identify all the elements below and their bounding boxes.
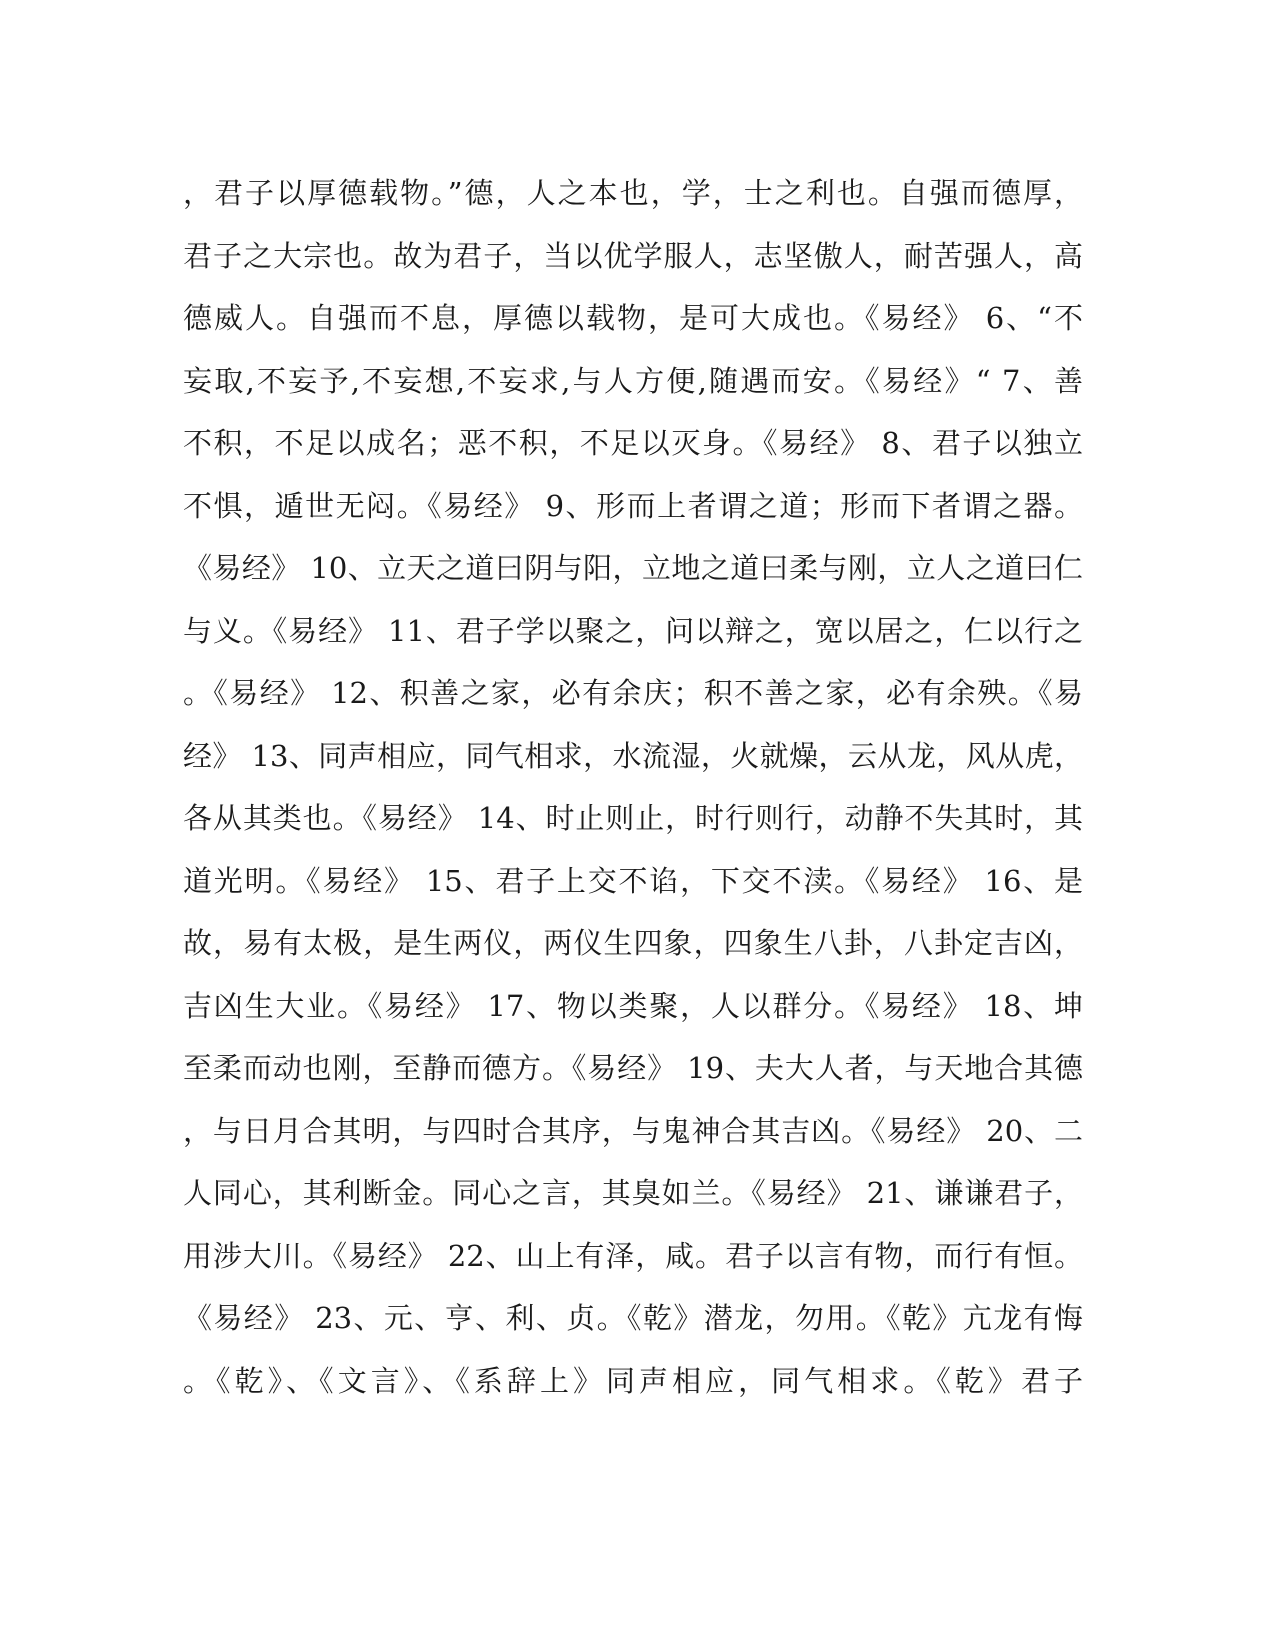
text-line-2: 君子之大宗也。故为君子，当以优学服人，志坚傲人，耐苦强人，高 <box>183 238 1083 273</box>
text-line-9: 。《易经》 12、积善之家，必有余庆；积不善之家，必有余殃。《易 <box>183 676 1083 710</box>
text-line-17: 人同心，其利断金。同心之言，其臭如兰。《易经》 21、谦谦君子， <box>183 1176 1083 1210</box>
text-line-18: 用涉大川。《易经》 22、山上有泽，咸。君子以言有物，而行有恒。 <box>183 1238 1083 1273</box>
text-line-19: 《易经》 23、元、亨、利、贞。《乾》潜龙，勿用。《乾》亢龙有悔 <box>183 1301 1083 1335</box>
text-line-16: ，与日月合其明，与四时合其序，与鬼神合其吉凶。《易经》 20、二 <box>183 1113 1083 1148</box>
text-line-1: ，君子以厚德载物。”德，人之本也，学，士之利也。自强而德厚， <box>183 176 1083 210</box>
text-line-13: 故，易有太极，是生两仪，两仪生四象，四象生八卦，八卦定吉凶， <box>183 926 1083 960</box>
text-line-20: 。《乾》、《文言》、《系辞上》同声相应，同气相求。《乾》君子 <box>183 1363 1083 1398</box>
text-line-8: 与义。《易经》 11、君子学以聚之，问以辩之，宽以居之，仁以行之 <box>183 613 1083 648</box>
text-line-3: 德威人。自强而不息，厚德以载物，是可大成也。《易经》 6、“不 <box>183 301 1083 335</box>
text-line-6: 不惧，遁世无闷。《易经》 9、形而上者谓之道；形而下者谓之器。 <box>183 488 1083 523</box>
text-line-5: 不积，不足以成名；恶不积，不足以灭身。《易经》 8、君子以独立 <box>183 426 1083 460</box>
text-line-14: 吉凶生大业。《易经》 17、物以类聚，人以群分。《易经》 18、坤 <box>183 988 1083 1023</box>
text-line-11: 各从其类也。《易经》 14、时止则止，时行则行，动静不失其时，其 <box>183 801 1083 835</box>
text-line-4: 妄取,不妄予,不妄想,不妄求,与人方便,随遇而安。《易经》“ 7、善 <box>183 363 1083 398</box>
text-line-12: 道光明。《易经》 15、君子上交不谄，下交不渎。《易经》 16、是 <box>183 863 1083 898</box>
text-line-10: 经》 13、同声相应，同气相求，水流湿，火就燥，云从龙，风从虎， <box>183 738 1083 773</box>
body-text <box>183 162 1083 1412</box>
text-line-7: 《易经》 10、立天之道曰阴与阳，立地之道曰柔与刚，立人之道曰仁 <box>183 551 1083 585</box>
text-line-15: 至柔而动也刚，至静而德方。《易经》 19、夫大人者，与天地合其德 <box>183 1051 1083 1085</box>
